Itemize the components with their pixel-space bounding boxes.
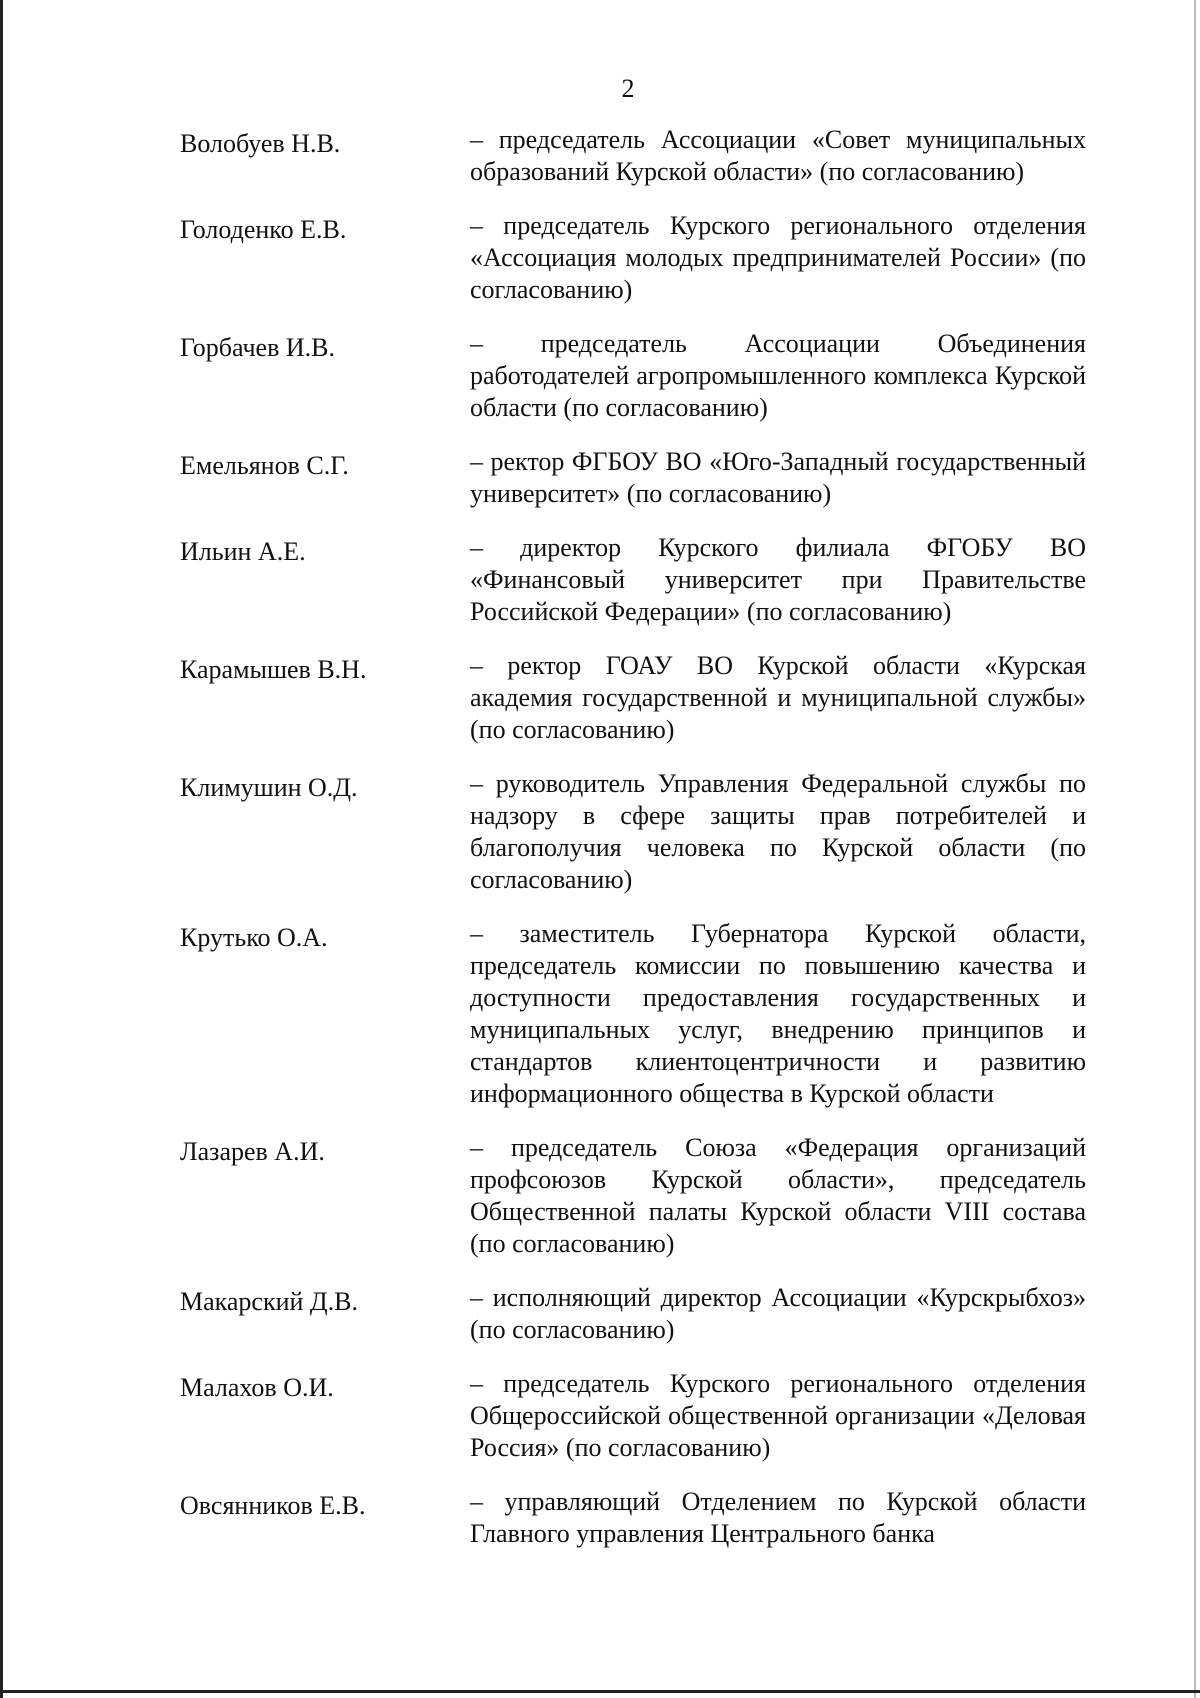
member-position: – председатель Курского регионального отделения Общероссийской общественной организации «Деловая Россия» (по согласованию) (470, 1369, 1086, 1462)
member-position: – председатель Ассоциации «Совет муниципальных образований Курской области» (по согласованию) (470, 125, 1086, 186)
member-position: – ректор ФГБОУ ВО «Юго-Западный государственный университет» (по согласованию) (470, 447, 1086, 508)
member-name: Голоденко Е.В. (180, 215, 347, 244)
member-position: – ректор ГОАУ ВО Курской области «Курская академия государственной и муниципальной службы» (по согласованию) (470, 651, 1086, 744)
member-position: – заместитель Губернатора Курской области, председатель комиссии по повышению качества и доступности предоставления государственных и муниципальных услуг, внедрению принципов и стандартов клиентоцентричности и развитию информационного общества в Курской области (470, 919, 1086, 1108)
member-position: – председатель Курского регионального отделения «Ассоциация молодых предпринимателей России» (по согласованию) (470, 211, 1086, 304)
scan-border-left (0, 0, 3, 1698)
member-name: Ильин А.Е. (180, 537, 306, 566)
list-item (180, 1368, 1086, 1464)
member-name: Карамышев В.Н. (180, 655, 367, 684)
list-item (180, 446, 1086, 510)
list-item (180, 1132, 1086, 1260)
member-position: – управляющий Отделением по Курской области Главного управления Центрального банка (470, 1487, 1086, 1548)
page-number: 2 (621, 74, 635, 103)
list-item (180, 328, 1086, 424)
member-name: Крутько О.А. (180, 923, 328, 952)
list-item (180, 1486, 1086, 1550)
scan-border-bottom (0, 1690, 1200, 1693)
member-name: Горбачев И.В. (180, 333, 335, 362)
member-list (180, 124, 1086, 1572)
member-name: Малахов О.И. (180, 1373, 334, 1402)
list-item (180, 650, 1086, 746)
list-item (180, 918, 1086, 1110)
scan-border-right (1194, 0, 1196, 1698)
member-position: – директор Курского филиала ФГОБУ ВО «Финансовый университет при Правительстве Российской Федерации» (по согласованию) (470, 533, 1086, 626)
member-name: Емельянов С.Г. (180, 451, 349, 480)
member-name: Климушин О.Д. (180, 773, 358, 802)
list-item (180, 768, 1086, 896)
member-name: Овсянников Е.В. (180, 1491, 366, 1520)
list-item (180, 532, 1086, 628)
list-item (180, 124, 1086, 188)
member-name: Лазарев А.И. (180, 1137, 325, 1166)
member-position: – председатель Ассоциации Объединения работодателей агропромышленного комплекса Курской области (по согласованию) (470, 329, 1086, 422)
list-item (180, 210, 1086, 306)
member-position: – руководитель Управления Федеральной службы по надзору в сфере защиты прав потребителей и благополучия человека по Курской области (по согласованию) (470, 769, 1086, 894)
member-name: Волобуев Н.В. (180, 129, 341, 158)
member-position: – исполняющий директор Ассоциации «Курскрыбхоз» (по согласованию) (470, 1283, 1086, 1344)
list-item (180, 1282, 1086, 1346)
member-position: – председатель Союза «Федерация организаций профсоюзов Курской области», председатель Общественной палаты Курской области VIII состава (по согласованию) (470, 1133, 1086, 1258)
member-name: Макарский Д.В. (180, 1287, 359, 1316)
